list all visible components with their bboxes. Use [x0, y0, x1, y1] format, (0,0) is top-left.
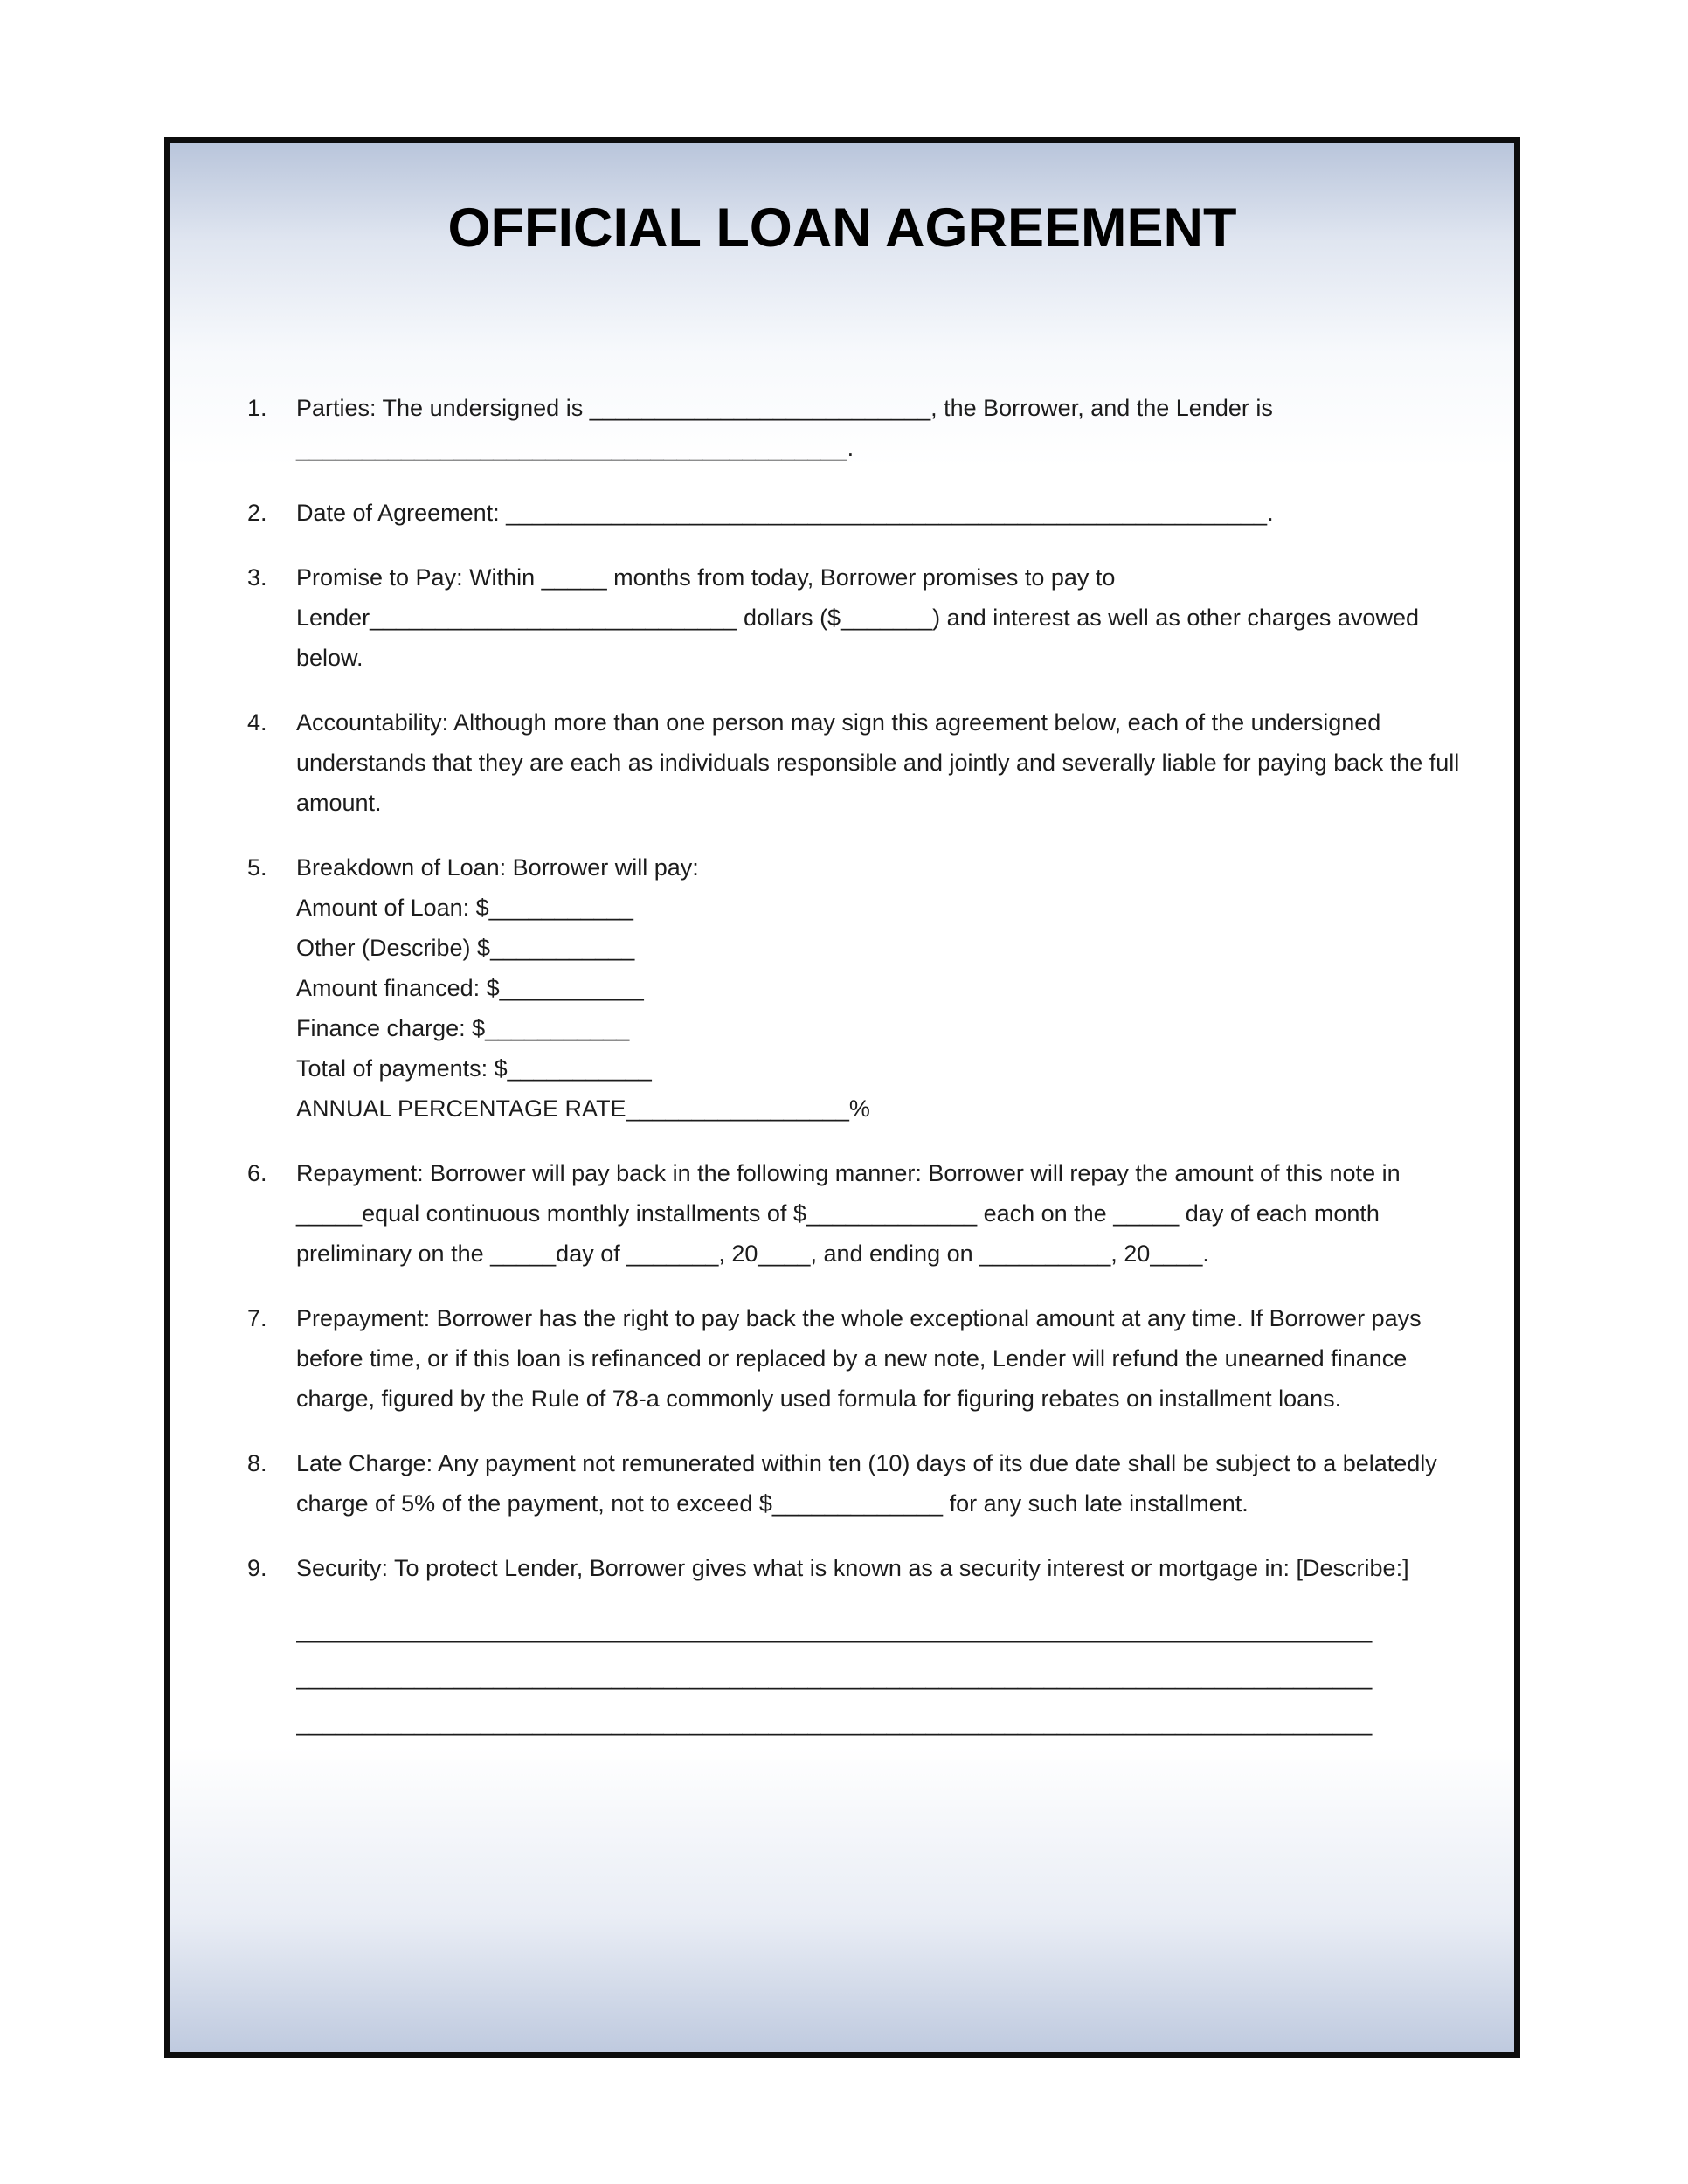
- item-text: Late Charge: Any payment not remunerated within ten (10) days of its due date shall be subject to a belatedly charge of 5% of the payment, not to exceed $_____________ for any such late installment.: [296, 1450, 1437, 1517]
- security-blank-line-2: __________________________________________________________________________________: [296, 1663, 1373, 1690]
- agreement-item-parties: [247, 388, 1476, 468]
- agreement-item-date: [247, 493, 1476, 533]
- item-number: 4.: [247, 709, 267, 736]
- item-body: [296, 1443, 1476, 1524]
- item-text: Parties: The undersigned is __________________________, the Borrower, and the Lender is __________________________________________.: [296, 395, 1273, 461]
- loan-breakdown-line-other: Other (Describe) $___________: [296, 935, 635, 961]
- item-text: Date of Agreement: __________________________________________________________.: [296, 500, 1274, 526]
- item-body: [296, 388, 1476, 468]
- agreement-item-late-charge: [247, 1443, 1476, 1524]
- agreement-item-breakdown: [247, 847, 1476, 1129]
- security-describe-blanks: [296, 1607, 1476, 1746]
- item-number: 1.: [247, 395, 267, 421]
- item-text: Security: To protect Lender, Borrower gives what is known as a security interest or mortgage in: [Describe:]: [296, 1555, 1409, 1581]
- agreement-item-accountability: [247, 702, 1476, 823]
- loan-breakdown-line-finance-charge: Finance charge: $___________: [296, 1015, 630, 1041]
- item-body: [296, 1153, 1476, 1274]
- item-text: Accountability: Although more than one person may sign this agreement below, each of the undersigned understands that they are each as individuals responsible and jointly and severally liable for paying back the full amount.: [296, 709, 1460, 816]
- item-number: 2.: [247, 500, 267, 526]
- loan-breakdown-line-total: Total of payments: $___________: [296, 1055, 652, 1082]
- document-title: OFFICIAL LOAN AGREEMENT: [447, 197, 1237, 259]
- loan-breakdown-line-apr: ANNUAL PERCENTAGE RATE_________________%: [296, 1095, 870, 1122]
- agreement-item-repayment: [247, 1153, 1476, 1274]
- item-number: 6.: [247, 1160, 267, 1186]
- item-body: [296, 1298, 1476, 1419]
- item-body: [296, 847, 1476, 1129]
- item-number: 3.: [247, 564, 267, 591]
- item-number: 5.: [247, 854, 267, 881]
- item-text: Promise to Pay: Within _____ months from today, Borrower promises to pay to Lender____________________________ dollars ($_______) and interest as well as other charges avowed below.: [296, 564, 1419, 671]
- item-number: 8.: [247, 1450, 267, 1476]
- agreement-sheet: [164, 137, 1520, 2058]
- item-text: Breakdown of Loan: Borrower will pay:: [296, 854, 699, 881]
- item-body: [296, 557, 1476, 678]
- item-text: Prepayment: Borrower has the right to pay back the whole exceptional amount at any time. If Borrower pays before time, or if this loan is refinanced or replaced by a new note, Lender will refund the unearned finance charge, figured by the Rule of 78-a commonly used formula for figuring rebates on installment loans.: [296, 1305, 1422, 1412]
- agreement-item-prepayment: [247, 1298, 1476, 1419]
- item-number: 9.: [247, 1555, 267, 1581]
- loan-breakdown-line-financed: Amount financed: $___________: [296, 975, 644, 1001]
- security-blank-line-3: __________________________________________________________________________________: [296, 1710, 1373, 1736]
- item-text: Repayment: Borrower will pay back in the following manner: Borrower will repay the amount of this note in _____equal continuous monthly installments of $_____________ each on the _____ day of each month preliminary on the _____day of _______, 20____, and ending on __________, 20____.: [296, 1160, 1401, 1267]
- item-number: 7.: [247, 1305, 267, 1331]
- agreement-item-security: [247, 1548, 1476, 1746]
- item-body: [296, 702, 1476, 823]
- item-body: [296, 1548, 1476, 1746]
- loan-breakdown-line-amount: Amount of Loan: $___________: [296, 895, 633, 921]
- security-blank-line-1: __________________________________________________________________________________: [296, 1617, 1373, 1643]
- agreement-item-promise-to-pay: [247, 557, 1476, 678]
- item-body: [296, 493, 1476, 533]
- agreement-items: [170, 388, 1514, 1746]
